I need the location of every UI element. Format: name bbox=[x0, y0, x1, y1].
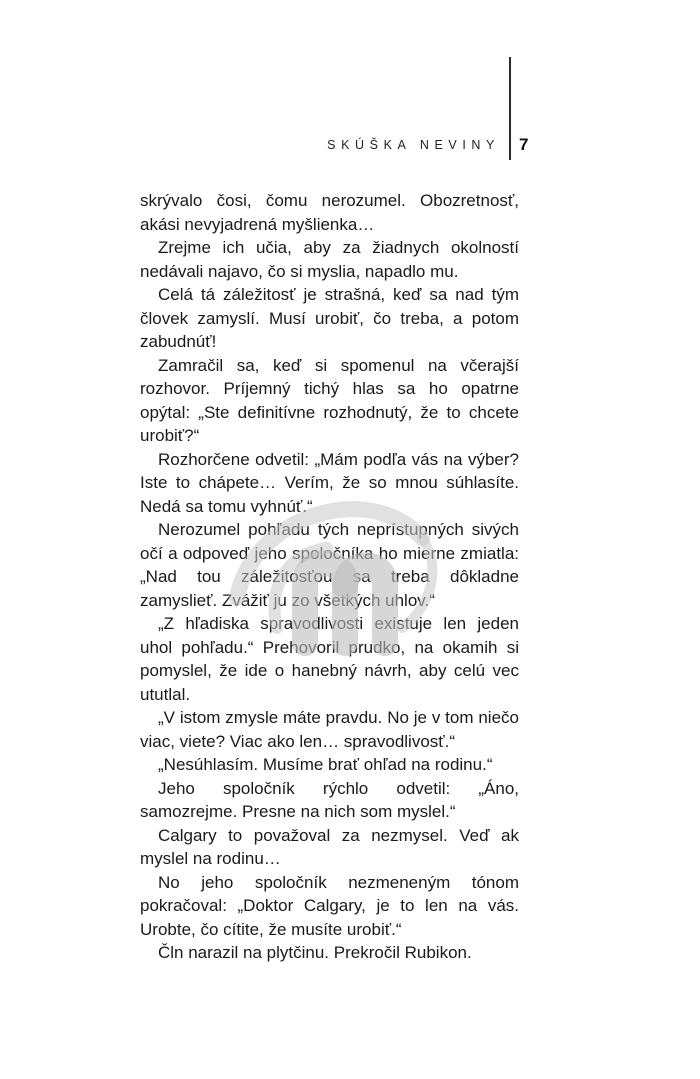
paragraph: Čln narazil na plytčinu. Prekročil Rubikon. bbox=[158, 943, 472, 962]
paragraph: Nerozumel pohľadu tých neprístupných sivých očí a odpoveď jeho spoločníka ho mierne zmiatla: „Nad tou záležitosťou sa treba dôkladne zamyslieť. Zvážiť ju zo všetkých uhlov.“ bbox=[140, 520, 519, 610]
page-number: 7 bbox=[519, 135, 529, 154]
paragraph: „V istom zmysle máte pravdu. No je v tom niečo viac, viete? Viac ako len… spravodlivosť.“ bbox=[140, 708, 519, 751]
paragraph: Zamračil sa, keď si spomenul na včerajší rozhovor. Príjemný tichý hlas sa ho opatrne opýtal: „Ste definitívne rozhodnutý, že to chcete urobiť?“ bbox=[140, 355, 519, 445]
paragraph: No jeho spoločník nezmeneným tónom pokračoval: „Doktor Calgary, je to len na vás. Urobte, čo cítite, že musíte urobiť.“ bbox=[140, 872, 519, 939]
header-divider-rule bbox=[509, 57, 511, 160]
paragraph: Jeho spoločník rýchlo odvetil: „Áno, samozrejme. Presne na nich som myslel.“ bbox=[140, 778, 519, 821]
paragraph: Calgary to považoval za nezmysel. Veď ak myslel na rodinu… bbox=[140, 825, 519, 868]
paragraph: Celá tá záležitosť je strašná, keď sa nad tým človek zamyslí. Musí urobiť, čo treba, a potom zabudnúť! bbox=[140, 285, 519, 351]
body-text bbox=[140, 189, 519, 965]
paragraph: „Nesúhlasím. Musíme brať ohľad na rodinu.“ bbox=[158, 755, 493, 774]
paragraph: „Z hľadiska spravodlivosti existuje len jeden uhol pohľadu.“ Prehovoril prudko, na okamih si pomyslel, že ide o hanebný návrh, aby celú vec ututlal. bbox=[140, 614, 519, 704]
paragraph: Rozhorčene odvetil: „Mám podľa vás na výber? Iste to chápete… Verím, že so mnou súhlasíte. Nedá sa tomu vyhnúť.“ bbox=[140, 449, 519, 516]
paragraph: skrývalo čosi, čomu nerozumel. Obozretnosť, akási nevyjadrená myšlienka… bbox=[140, 191, 519, 234]
paragraph: Zrejme ich učia, aby za žiadnych okolností nedávali najavo, čo si myslia, napadlo mu. bbox=[140, 238, 519, 281]
running-head-title: SKÚŠKA NEVINY bbox=[327, 138, 500, 152]
